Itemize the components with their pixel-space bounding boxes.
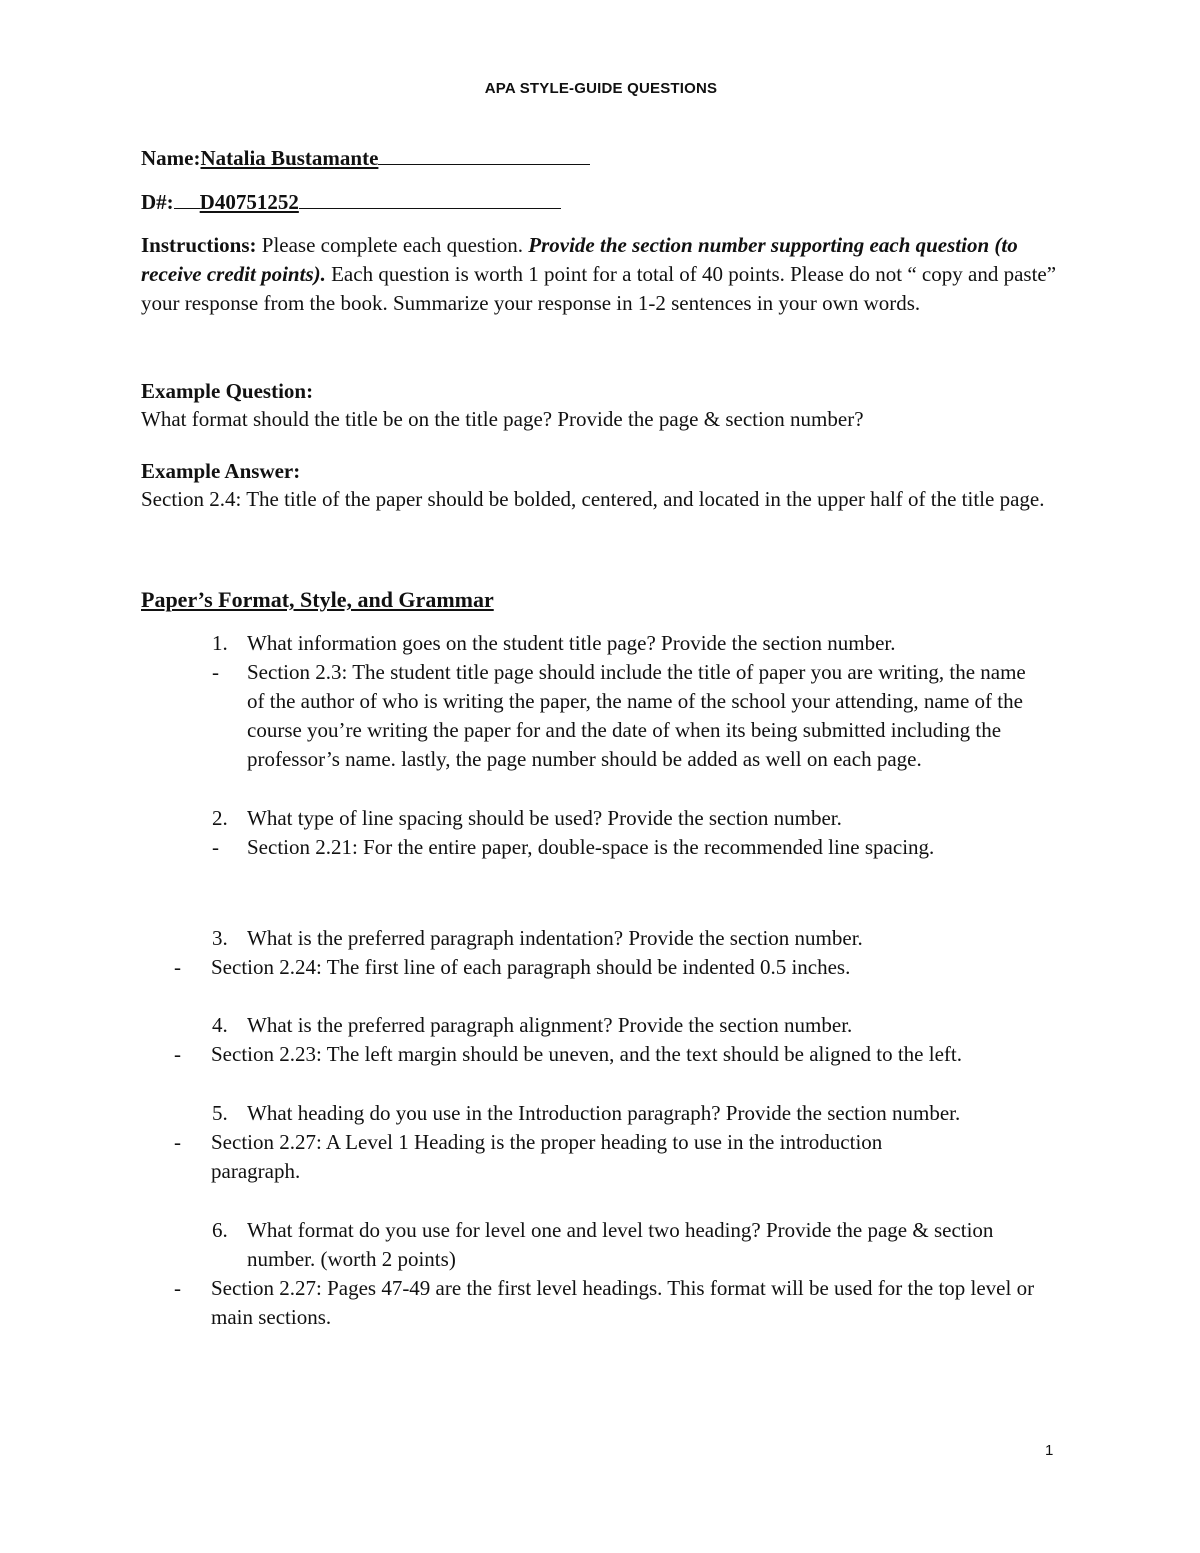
instructions-paragraph: [141, 231, 1059, 318]
item-text: Section 2.27: A Level 1 Heading is the proper heading to use in the introduction paragraph.: [211, 1130, 883, 1183]
page-number: 1: [1045, 1442, 1054, 1459]
list-item: [212, 1216, 1022, 1274]
item-text: Section 2.3: The student title page should include the title of paper you are writing, the name of the author of who is writing the paper, the name of the school your attending, name of the course you’re writing the paper for and the date of when its being submitted including the professor’s name. lastly, the page number should be added as well on each page.: [247, 660, 1026, 771]
item-text: Section 2.27: Pages 47-49 are the first level headings. This format will be used for the top level or main sections.: [211, 1276, 1035, 1329]
item-text: What heading do you use in the Introduction paragraph? Provide the section number.: [247, 1101, 961, 1125]
item-marker: -: [174, 1130, 181, 1154]
item-text: What format do you use for level one and level two heading? Provide the page & section number. (worth 2 points): [247, 1218, 994, 1271]
item-text: Section 2.23: The left margin should be uneven, and the text should be aligned to the left.: [211, 1042, 962, 1066]
list-item: [212, 833, 1062, 862]
instructions-text-2: Each question is worth 1 point for a total of 40 points. Please do not “ copy and paste” your response from the book. Summarize your response in 1-2 sentences in your own words.: [141, 262, 1057, 315]
item-text: What type of line spacing should be used? Provide the section number.: [247, 806, 842, 830]
item-marker: -: [212, 660, 219, 684]
item-marker: 5.: [212, 1101, 228, 1125]
example-question-label: Example Question:: [141, 379, 314, 403]
example-question-text: What format should the title be on the title page? Provide the page & section number?: [141, 407, 864, 431]
item-marker: -: [174, 1276, 181, 1300]
list-item: [174, 1040, 1064, 1069]
name-label: Name:: [141, 146, 201, 170]
id-value: D40751252: [199, 190, 299, 214]
instructions-text-1: Please complete each question.: [256, 233, 529, 257]
list-item: [212, 658, 1032, 774]
list-item: [212, 1099, 1062, 1128]
list-item: [212, 1011, 1062, 1040]
item-text: What information goes on the student title page? Provide the section number.: [247, 631, 896, 655]
list-item: [174, 1274, 1062, 1332]
item-text: Section 2.24: The first line of each paragraph should be indented 0.5 inches.: [211, 955, 851, 979]
item-marker: 1.: [212, 631, 228, 655]
list-item: [174, 1128, 974, 1186]
item-marker: 2.: [212, 806, 228, 830]
item-text: Section 2.21: For the entire paper, double-space is the recommended line spacing.: [247, 835, 935, 859]
item-marker: 3.: [212, 926, 228, 950]
item-marker: -: [174, 1042, 181, 1066]
item-marker: 4.: [212, 1013, 228, 1037]
section-heading: Paper’s Format, Style, and Grammar: [141, 587, 494, 612]
list-item: [174, 953, 1024, 982]
example-answer-label: Example Answer:: [141, 459, 301, 483]
document-title: APA STYLE-GUIDE QUESTIONS: [484, 80, 718, 97]
instructions-label: Instructions:: [141, 233, 257, 257]
example-answer-text: Section 2.4: The title of the paper should be bolded, centered, and located in the upper half of the title page.: [141, 487, 1045, 511]
item-text: What is the preferred paragraph indentation? Provide the section number.: [247, 926, 863, 950]
name-blank-line: [378, 146, 590, 165]
id-field: [141, 188, 561, 217]
item-marker: -: [174, 955, 181, 979]
item-marker: -: [212, 835, 219, 859]
item-text: What is the preferred paragraph alignment? Provide the section number.: [247, 1013, 853, 1037]
item-marker: 6.: [212, 1218, 228, 1242]
id-leading-blank: [174, 190, 200, 209]
instructions-emphasis: Provide the section number supporting each question (to receive credit points).: [141, 233, 1018, 286]
name-value: Natalia Bustamante: [200, 146, 379, 170]
list-item: [212, 629, 1062, 658]
list-item: [212, 924, 1062, 953]
list-item: [212, 804, 1062, 833]
id-label: D#:: [141, 190, 174, 214]
name-field: [141, 144, 590, 173]
id-blank-line: [299, 190, 561, 209]
